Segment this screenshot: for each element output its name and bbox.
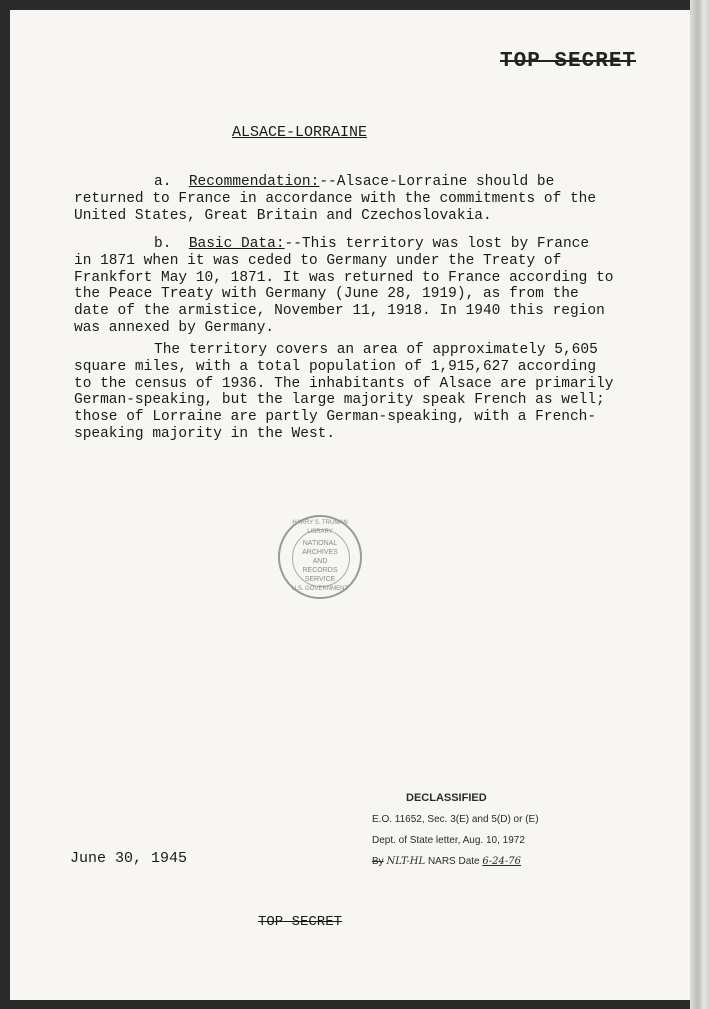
binder-edge: [690, 0, 710, 1009]
declassified-line-2: Dept. of State letter, Aug. 10, 1972: [372, 835, 525, 846]
section-a-text: --Alsace-Lorraine should be returned to France in accordance with the commitments of the United States, Great Britain and Czechoslovakia.: [74, 174, 597, 224]
section-b-text: --This territory was lost by France in 1871 when it was ceded to Germany under the Treaty of Frankfort May 10, 1871. It was returned to France according to the Peace Treaty with Germany (June 28, 1919), as from the date of the armistice, November 11, 1918. In 1940 this region was annexed by Germany.: [74, 236, 614, 336]
declassified-nars-label: NARS Date: [427, 856, 480, 867]
section-b-label: b.: [154, 236, 172, 252]
section-b-heading: Basic Data:: [188, 236, 285, 252]
document-title: ALSACE-LORRAINE: [232, 124, 368, 141]
document-page: [10, 10, 690, 1000]
declassified-date-handwritten: 6-24-76: [482, 856, 521, 867]
section-a-paragraph: [74, 174, 614, 224]
footer-classification: TOP SECRET: [258, 914, 343, 930]
section-b-paragraph: [74, 236, 614, 337]
declassified-by-signature: NLT-HL: [386, 856, 426, 867]
stamp-outer-bottom-text: U.S. GOVERNMENT: [291, 586, 349, 592]
section-a-label: a.: [154, 174, 172, 190]
document-date: June 30, 1945: [70, 850, 188, 867]
territory-paragraph: The territory covers an area of approximately 5,605 square miles, with a total population of 1,915,627 according to the census of 1936. The inhabitants of Alsace are primarily German-speaking, but the large majority speak French as well; those of Lorraine are partly German-speaking, with a French-speaking majority in the West.: [74, 342, 614, 442]
declassification-block: [372, 788, 592, 872]
stamp-outer-top-text: HARRY S. TRUMAN LIBRARY: [292, 520, 348, 535]
section-a-heading: Recommendation:: [188, 174, 320, 190]
header-classification: TOP SECRET: [500, 50, 637, 73]
archives-stamp: [278, 515, 362, 599]
declassified-line-3: [372, 851, 592, 872]
stamp-inner-text: NATIONAL ARCHIVES AND RECORDS SERVICE: [302, 540, 338, 583]
declassified-heading: DECLASSIFIED: [406, 792, 487, 804]
declassified-by-label: By: [372, 856, 384, 867]
declassified-line-1: E.O. 11652, Sec. 3(E) and 5(D) or (E): [372, 814, 539, 825]
